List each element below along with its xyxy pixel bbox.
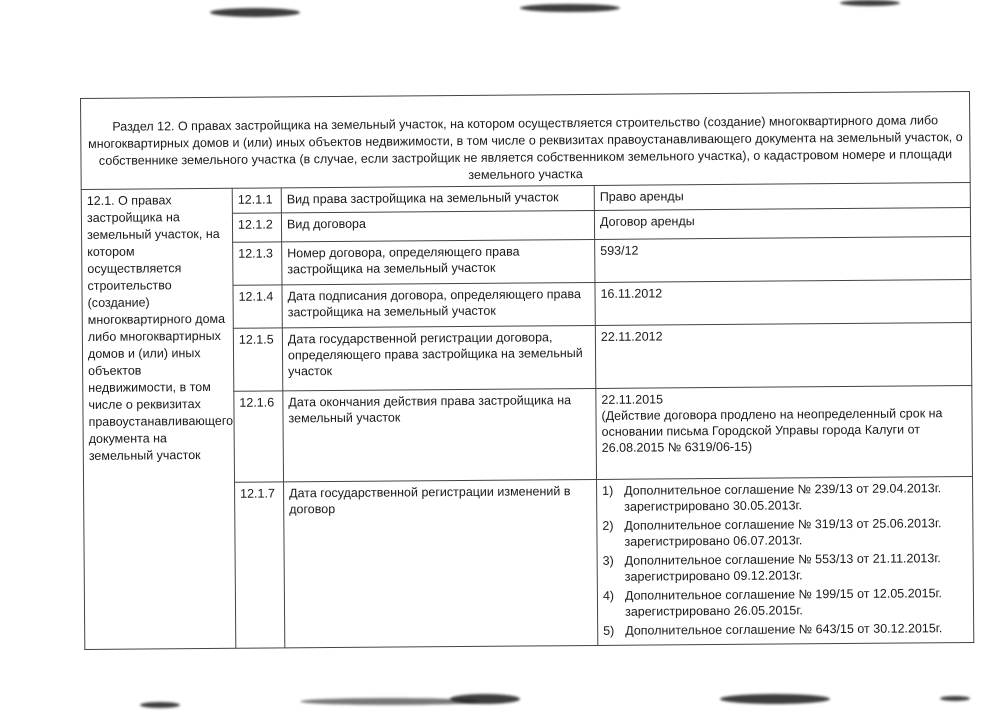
row-number: 12.1.6 xyxy=(234,391,284,482)
list-item-index: 5) xyxy=(603,623,615,638)
group-label: 12.1. О правах застройщика на земельный участок, на котором осуществляется строительство (создание) многоквартирного дома либо многоквартирных домов и (или) иных объектов недвижимости, в том числе о реквизитах правоустанавливающего документа на земельный участок xyxy=(81,188,236,649)
list-item-text: Дополнительное соглашение № 199/15 от 12.05.2015г. зарегистрировано 26.05.2015г. xyxy=(624,586,943,619)
row-name: Дата государственной регистрации договора, определяющего права застройщика на земельный участок xyxy=(282,325,595,390)
row-number: 12.1.3 xyxy=(233,242,282,285)
row-name: Дата подписания договора, определяющего права застройщика на земельный участок xyxy=(282,282,595,327)
scan-artifact xyxy=(210,8,300,17)
scan-artifact xyxy=(140,702,180,708)
row-number: 12.1.1 xyxy=(232,188,281,213)
list-item-index: 3) xyxy=(602,553,614,568)
row-value: 593/12 xyxy=(595,237,971,283)
row-name: Дата окончания действия права застройщика на земельный участок xyxy=(283,388,597,481)
scan-artifact xyxy=(450,694,520,704)
list-item xyxy=(603,620,968,639)
row-name: Дата государственной регистрации изменений в договор xyxy=(284,479,598,647)
scan-artifact xyxy=(840,0,900,6)
list-item xyxy=(603,550,968,585)
list-item-text: Дополнительное соглашение № 239/13 от 29.04.2013г. зарегистрировано 30.05.2013г. xyxy=(624,481,942,514)
list-item xyxy=(603,585,968,620)
row-number: 12.1.5 xyxy=(233,328,282,391)
row-number: 12.1.2 xyxy=(232,213,281,242)
list-item-index: 1) xyxy=(602,483,614,498)
land-rights-table xyxy=(81,182,975,650)
row-name: Вид договора xyxy=(281,210,594,241)
scan-artifact xyxy=(940,696,970,701)
list-item xyxy=(602,480,967,515)
row-value-date: 22.11.2015 xyxy=(601,392,664,407)
section-title: Раздел 12. О правах застройщика на земельный участок, на котором осуществляется строительство (создание) многоквартирного дома либо многоквартирных домов и (или) иных объектов недвижимости, в том числе о реквизитах правоустанавливающего документа на земельный участок, о собственнике земельного участка (в случае, если застройщик не является собственником земельного участка), о кадастровом номере и площади земельного участка xyxy=(80,91,971,189)
scan-artifact xyxy=(720,694,830,704)
row-value: 22.11.2012 xyxy=(595,323,971,389)
row-name: Вид права застройщика на земельный участок xyxy=(281,185,594,212)
row-value xyxy=(596,386,973,480)
list-item-index: 2) xyxy=(602,518,614,533)
row-value xyxy=(597,477,974,646)
row-number: 12.1.7 xyxy=(235,482,285,648)
list-item-index: 4) xyxy=(602,588,615,603)
list-item-text: Дополнительное соглашение № 553/13 от 21.11.2013г. зарегистрировано 09.12.2013г. xyxy=(624,551,941,584)
row-number: 12.1.4 xyxy=(233,285,282,328)
row-value-note: (Действие договора продлено на неопределенный срок на основании письма Городской Управы города Калуги от 26.08.2015 № 6319/06-15) xyxy=(601,406,943,455)
list-item-text: Дополнительное соглашение № 319/13 от 25.06.2013г. зарегистрировано 06.07.2013г. xyxy=(624,516,942,549)
row-value: Договор аренды xyxy=(594,208,970,240)
document-page xyxy=(80,91,974,650)
row-value: Право аренды xyxy=(594,183,970,211)
row-value: 16.11.2012 xyxy=(595,280,971,326)
list-item xyxy=(602,515,967,550)
scan-artifact xyxy=(520,4,620,12)
agreements-list xyxy=(602,480,968,639)
list-item-text: Дополнительное соглашение № 643/15 от 30.12.2015г. xyxy=(625,621,943,638)
row-name: Номер договора, определяющего права застройщика на земельный участок xyxy=(282,239,595,284)
